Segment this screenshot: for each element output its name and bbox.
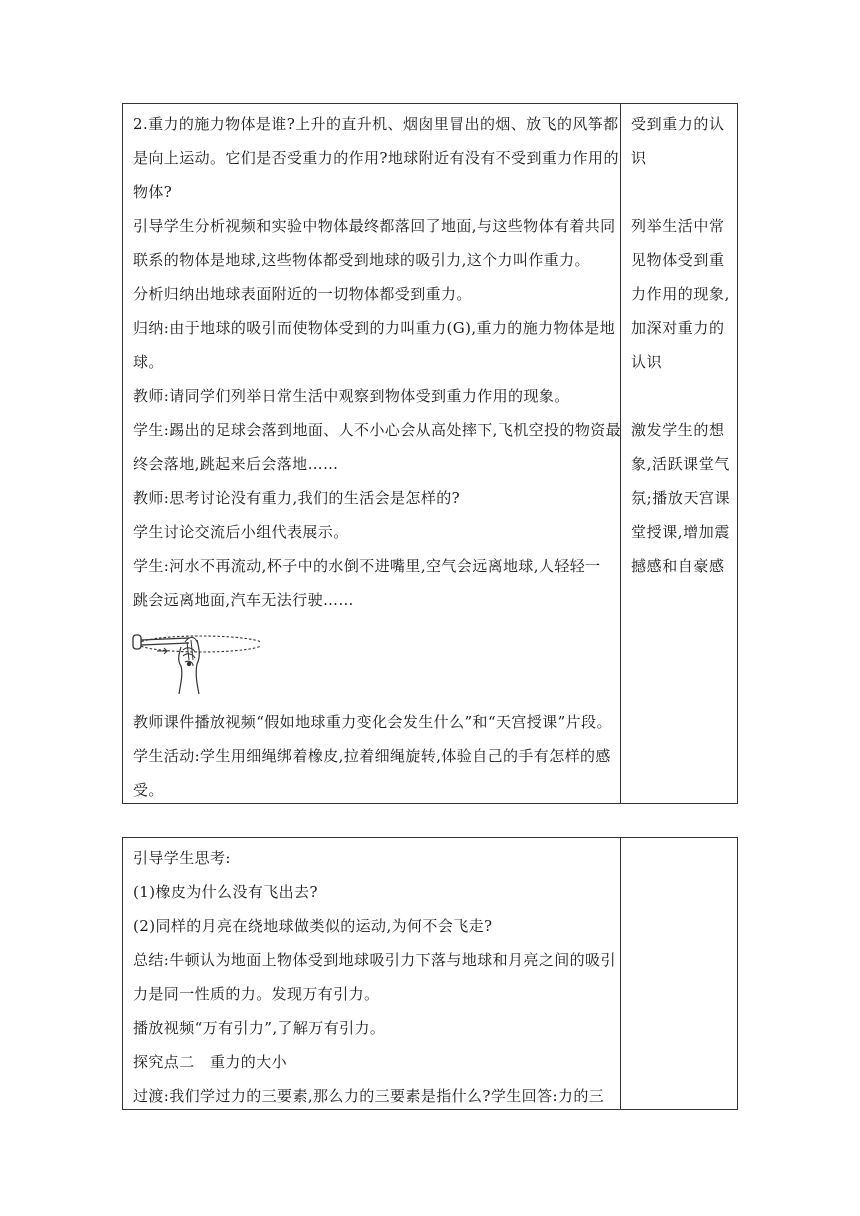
text-line: 教师:请同学们列举日常生活中观察到物体受到重力作用的现象。 <box>133 387 570 405</box>
text-line: 象,活跃课堂气 <box>631 455 730 473</box>
text-line: 引导学生分析视频和实验中物体最终都落回了地面,与这些物体有着共同 <box>133 217 616 235</box>
text-line: 联系的物体是地球,这些物体都受到地球的吸引力,这个力叫作重力。 <box>133 251 590 269</box>
text-line: 加深对重力的 <box>631 319 725 337</box>
text-line: 2.重力的施力物体是谁?上升的直升机、烟囱里冒出的烟、放飞的风筝都 <box>133 115 619 133</box>
text-line: (1)橡皮为什么没有飞出去? <box>133 883 318 901</box>
text-line: 受。 <box>133 781 164 799</box>
text-line: 物体? <box>133 183 173 201</box>
text-line: 播放视频“万有引力”,了解万有引力。 <box>133 1019 386 1037</box>
text-line: 跳会远离地面,汽车无法行驶…… <box>133 591 354 609</box>
text-line: 见物体受到重 <box>631 251 725 269</box>
text-line: 受到重力的认 <box>631 115 725 133</box>
text-line: 教师课件播放视频“假如地球重力变化会发生什么”和“天宫授课”片段。 <box>133 713 612 731</box>
text-line: 堂授课,增加震 <box>631 523 730 541</box>
text-line: 学生:河水不再流动,杯子中的水倒不进嘴里,空气会远离地球,人轻轻一 <box>133 557 601 575</box>
text-line: 归纳:由于地球的吸引而使物体受到的力叫重力(G),重力的施力物体是地 <box>133 319 616 337</box>
text-line: 认识 <box>631 353 663 371</box>
text-line: 引导学生思考: <box>133 849 231 867</box>
lesson-table-2 <box>122 837 738 1110</box>
design-intent-cell <box>621 838 737 1109</box>
text-line: 氛;播放天宫课 <box>631 489 731 507</box>
design-intent-cell <box>621 104 737 803</box>
text-line: 识 <box>631 149 647 167</box>
text-line: 总结:牛顿认为地面上物体受到地球吸引力下落与地球和月亮之间的吸引 <box>133 951 616 969</box>
teaching-process-cell <box>123 838 621 1109</box>
lesson-table-1 <box>122 103 738 804</box>
text-line: 列举生活中常 <box>631 217 725 235</box>
text-line: (2)同样的月亮在绕地球做类似的运动,为何不会飞走? <box>133 917 493 935</box>
text-line: 球。 <box>133 353 164 371</box>
text-line: 终会落地,跳起来后会落地…… <box>133 455 339 473</box>
text-line: 力作用的现象, <box>631 285 730 303</box>
teaching-process-cell <box>123 104 621 803</box>
text-line: 学生活动:学生用细绳绑着橡皮,拉着细绳旋转,体验自己的手有怎样的感 <box>133 747 611 765</box>
text-line: 分析归纳出地球表面附近的一切物体都受到重力。 <box>133 285 472 303</box>
text-line: 学生讨论交流后小组代表展示。 <box>133 523 349 541</box>
section-heading: 探究点二 重力的大小 <box>133 1053 288 1071</box>
text-line: 教师:思考讨论没有重力,我们的生活会是怎样的? <box>133 489 461 507</box>
text-line: 是向上运动。它们是否受重力的作用?地球附近有没有不受到重力作用的 <box>133 149 619 167</box>
text-line: 力是同一性质的力。发现万有引力。 <box>133 985 380 1003</box>
rotating-eraser-illustration <box>131 620 261 698</box>
text-line: 撼感和自豪感 <box>631 557 725 575</box>
text-line: 激发学生的想 <box>631 421 725 439</box>
text-line: 学生:踢出的足球会落到地面、人不小心会从高处摔下,飞机空投的物资最 <box>133 421 622 439</box>
text-line: 过渡:我们学过力的三要素,那么力的三要素是指什么?学生回答:力的三 <box>133 1087 605 1105</box>
